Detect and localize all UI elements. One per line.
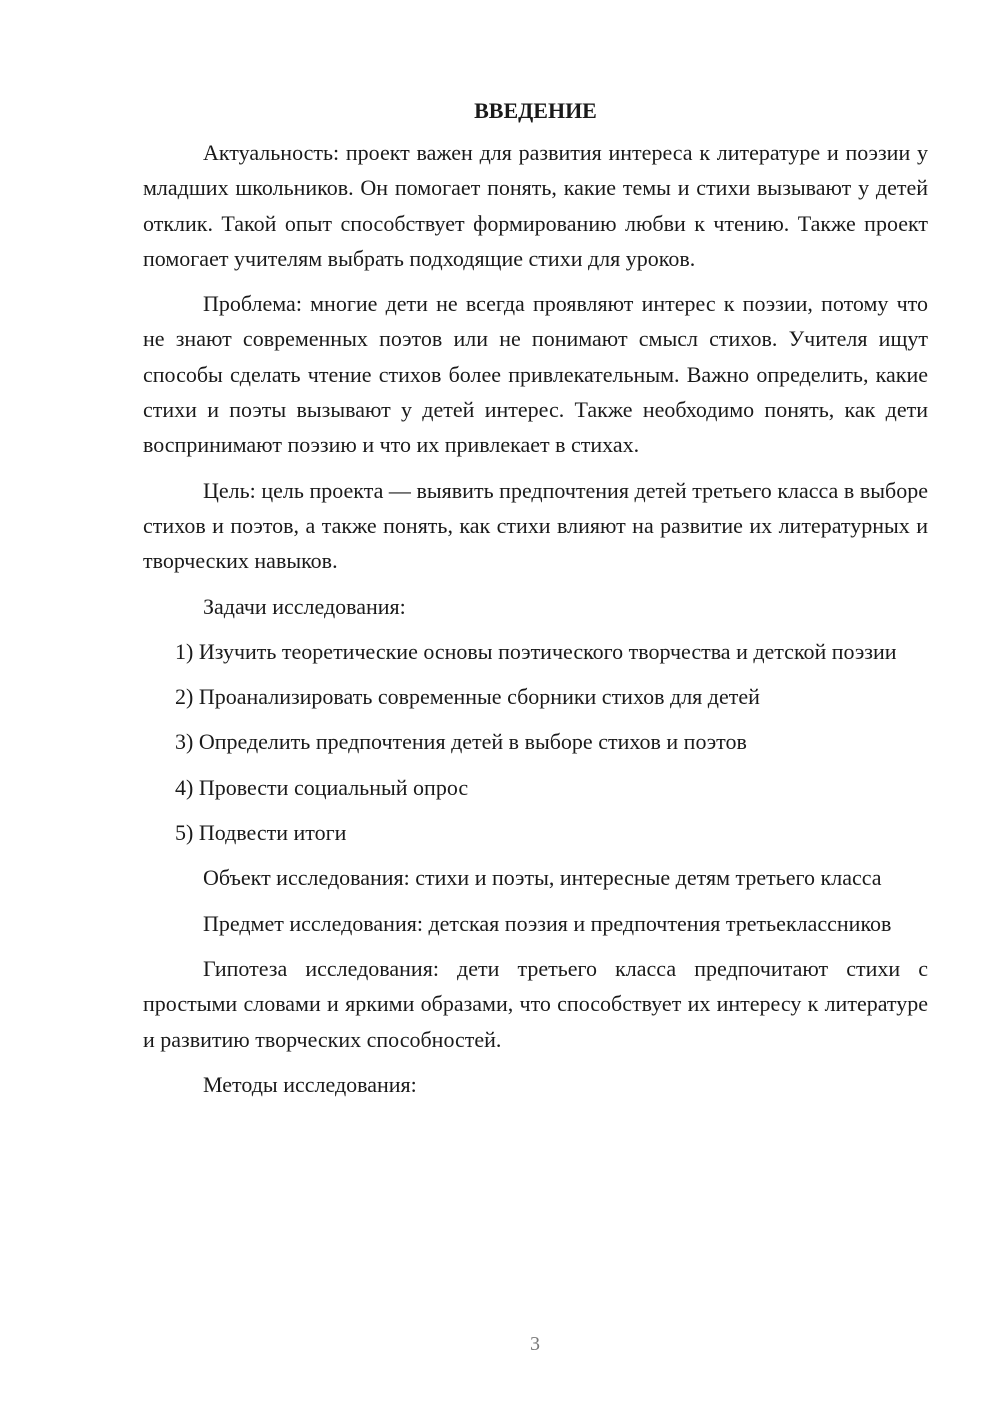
paragraph-object: Объект исследования: стихи и поэты, интересные детям третьего класса — [203, 865, 882, 891]
page-title: ВВЕДЕНИЕ — [474, 98, 597, 123]
task-item-4: 4) Провести социальный опрос — [175, 774, 469, 800]
paragraph-tasks-heading: Задачи исследования: — [203, 593, 406, 619]
paragraph-goal: Цель: цель проекта — выявить предпочтения детей третьего класса в выборе стихов и поэтов, а также понять, как стихи влияют на развитие их литературных и творческих навыков. — [143, 477, 928, 574]
page-number: 3 — [530, 1333, 540, 1355]
task-item-3: 3) Определить предпочтения детей в выборе стихов и поэтов — [175, 729, 747, 755]
paragraph-relevance: Актуальность: проект важен для развития интереса к литературе и поэзии у младших школьников. Он помогает понять, какие темы и стихи вызывают у детей отклик. Такой опыт способствует формированию любви к чтению. Также проект помогает учителям выбрать подходящие стихи для уроков. — [143, 140, 928, 271]
paragraph-subject: Предмет исследования: детская поэзия и предпочтения третьеклассников — [203, 910, 892, 936]
task-item-1: 1) Изучить теоретические основы поэтического творчества и детской поэзии — [175, 638, 897, 664]
paragraph-problem: Проблема: многие дети не всегда проявляют интерес к поэзии, потому что не знают современных поэтов или не понимают смысл стихов. Учителя ищут способы сделать чтение стихов более привлекательным. Важно определить, какие стихи и поэты вызывают у детей интерес. Также необходимо понять, как дети воспринимают поэзию и что их привлекает в стихах. — [143, 291, 928, 458]
task-item-5: 5) Подвести итоги — [175, 820, 347, 846]
task-item-2: 2) Проанализировать современные сборники стихов для детей — [175, 684, 760, 710]
document-page — [143, 96, 928, 1102]
paragraph-methods: Методы исследования: — [203, 1071, 417, 1097]
paragraph-hypothesis: Гипотеза исследования: дети третьего класса предпочитают стихи с простыми словами и яркими образами, что способствует их интересу к литературе и развитию творческих способностей. — [143, 955, 928, 1052]
